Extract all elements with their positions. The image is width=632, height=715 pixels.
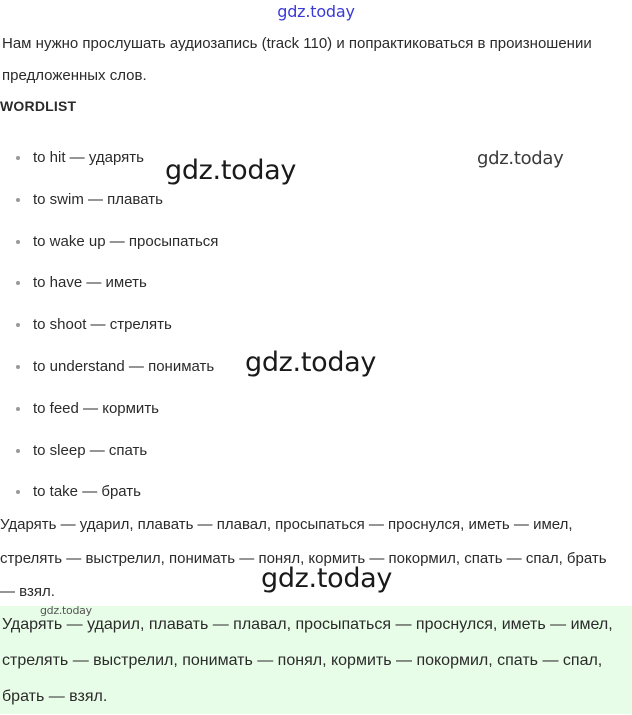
wordlist-heading: WORDLIST xyxy=(0,98,77,114)
bullet-icon xyxy=(16,240,20,244)
list-item-text: to feed — кормить xyxy=(33,399,159,417)
list-item-text: to have — иметь xyxy=(33,274,147,292)
list-item xyxy=(0,437,620,479)
list-item-text: to swim — плавать xyxy=(33,190,163,208)
watermark-top: gdz.today xyxy=(277,2,355,21)
list-item xyxy=(0,228,620,270)
watermark: gdz.today xyxy=(477,148,564,169)
list-item-text: to hit — ударять xyxy=(33,149,144,166)
bullet-icon xyxy=(16,323,20,327)
list-item-text: to take — брать xyxy=(33,483,141,501)
watermark: gdz.today xyxy=(261,563,393,594)
list-item-text: to shoot — стрелять xyxy=(33,316,172,334)
answer-text: Ударять — ударил, плавать — плавал, просыпаться — проснулся, иметь — имел, стрелять — выстрелил, понимать — понял, кормить — покормил, спать — спал, брать — взял. xyxy=(0,516,607,600)
list-item-text: to understand — понимать xyxy=(33,357,215,375)
highlighted-answer-text: Ударять — ударил, плавать — плавал, просыпаться — проснулся, иметь — имел, стрелять — выстрелил, понимать — понял, кормить — покормил, спать — спал, брать — взял. xyxy=(2,616,613,705)
list-item xyxy=(0,395,620,437)
list-item xyxy=(0,269,620,311)
bullet-icon xyxy=(16,156,20,160)
bullet-icon xyxy=(16,490,20,494)
task-description: Нам нужно прослушать аудиозапись (track 110) и попрактиковаться в произношении предложенных слов. xyxy=(2,35,592,84)
bullet-icon xyxy=(16,365,20,369)
watermark: gdz.today xyxy=(165,155,297,186)
watermark: gdz.today xyxy=(40,604,92,617)
wordlist xyxy=(0,144,620,520)
watermark: gdz.today xyxy=(245,347,377,378)
bullet-icon xyxy=(16,198,20,202)
list-item-text: to wake up — просыпаться xyxy=(33,232,219,250)
bullet-icon xyxy=(16,449,20,453)
bullet-icon xyxy=(16,407,20,411)
bullet-icon xyxy=(16,281,20,285)
list-item-text: to sleep — спать xyxy=(33,441,148,459)
list-item xyxy=(0,186,620,228)
